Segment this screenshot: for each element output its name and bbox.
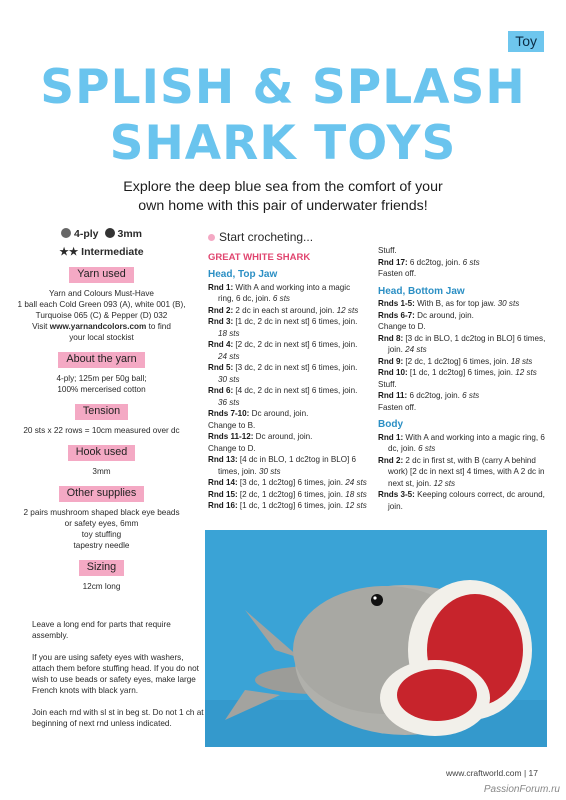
tension-text: 20 sts x 22 rows = 10cm measured over dc (23, 426, 180, 435)
round-text: 6 dc2tog, join. (407, 391, 463, 400)
shark-title: GREAT WHITE SHARK (208, 251, 311, 263)
round-text: [2 dc, 2 dc in next st] 6 times, join. (233, 340, 358, 349)
notes (32, 619, 204, 740)
other-supplies-text (14, 507, 189, 551)
pattern-round (378, 390, 550, 402)
round-text: [2 dc, 1 dc2tog] 6 times, join. (237, 489, 346, 499)
shark-toy-image (205, 530, 547, 747)
round-label: Rnd 8: (378, 333, 404, 343)
round-text: Fasten off. (378, 269, 417, 278)
round-label: Rnd 14: (208, 478, 238, 487)
stitch-count: 24 sts (405, 345, 427, 354)
round-text: 2 dc in each st around, join. (233, 305, 337, 315)
pattern-round (378, 298, 550, 310)
pattern-round (378, 432, 550, 455)
round-label: Rnds 1-5: (378, 299, 415, 308)
stitch-count: 18 sts (345, 489, 367, 499)
round-text: Keeping colours correct, dc around, join. (388, 490, 545, 511)
pattern-round (378, 333, 550, 356)
round-text: 2 dc in first st, with B (carry A behind work) [2 dc in next st] 4 times, with A 2 dc in next st, join. (388, 455, 545, 488)
difficulty-level: ★★ Intermediate (59, 246, 144, 258)
head-top-jaw-rounds (208, 282, 368, 512)
round-text: Dc around, join. (249, 409, 309, 418)
round-text: 6 dc2tog, join. (407, 257, 463, 267)
hook-icon (105, 228, 115, 238)
round-label: Rnd 11: (378, 391, 408, 400)
pattern-round (378, 310, 550, 322)
pattern-round (208, 339, 368, 362)
pattern-round (208, 316, 368, 339)
round-text: [3 dc, 2 dc in next st] 6 times, join. (233, 363, 358, 372)
start-heading (208, 232, 368, 244)
round-text: [2 dc, 1 dc2tog] 6 times, join. (403, 356, 511, 366)
tension-heading: Tension (75, 404, 128, 420)
pattern-round (378, 321, 550, 333)
start-text: Start crocheting... (219, 230, 314, 244)
pattern-round (378, 455, 550, 490)
text-line: toy stuffing (81, 530, 122, 539)
pattern-round (378, 245, 550, 257)
yarn-used-heading: Yarn used (69, 267, 133, 283)
body-heading: Body (378, 419, 403, 430)
round-text: Dc around, join. (414, 310, 474, 320)
note-paragraph: Leave a long end for parts that require assembly. (32, 620, 171, 640)
body-rounds (378, 432, 550, 513)
category-tag: Toy (508, 31, 544, 52)
round-label: Rnd 1: (208, 282, 234, 292)
round-text: [4 dc in BLO, 1 dc2tog in BLO] 6 times, join. (218, 455, 357, 476)
title-line-1: SPLISH & SPLASH (40, 60, 526, 115)
round-text: [1 dc, 1 dc2tog] 6 times, join. (237, 501, 346, 510)
round-text: Stuff. (378, 246, 397, 255)
round-text: Dc around, join. (253, 432, 313, 441)
yarn-weight-text: 4-ply (73, 228, 99, 240)
round-label: Rnds 6-7: (378, 310, 415, 320)
note-paragraph: If you are using safety eyes with washers, attach them before stuffing head. If you do not wish to use beads or safety eyes, make large French knots with black yarn. (32, 653, 199, 695)
round-label: Rnd 9: (378, 356, 404, 366)
round-label: Rnd 2: (208, 305, 234, 315)
round-label: Rnd 1: (378, 432, 404, 442)
intro-line-1: Explore the deep blue sea from the comfort of your (123, 179, 443, 195)
pattern-round (208, 454, 368, 477)
round-text: Fasten off. (378, 402, 417, 412)
text-line: Yarn and Colours Must-Have (49, 289, 154, 298)
round-text: With A and working into a magic ring, 6 dc, join. (218, 282, 351, 303)
about-yarn-text (14, 373, 189, 395)
round-label: Rnd 5: (208, 363, 234, 372)
sizing-heading: Sizing (79, 560, 124, 576)
round-text: Change to B. (208, 420, 256, 430)
round-label: Rnd 17: (378, 257, 408, 267)
sizing-text: 12cm long (82, 582, 121, 591)
pattern-round (208, 362, 368, 385)
stitch-count: 6 sts (462, 391, 480, 400)
pattern-round (208, 385, 368, 408)
round-label: Rnds 7-10: (208, 409, 250, 418)
round-text: With B, as for top jaw. (414, 299, 498, 308)
text-line: tapestry needle (73, 541, 130, 550)
round-text: [3 dc in BLO, 1 dc2tog in BLO] 6 times, join. (388, 333, 546, 354)
head-bottom-jaw-rounds (378, 298, 550, 413)
stitch-count: 12 sts (515, 368, 537, 377)
stitch-count: 24 sts (218, 351, 240, 361)
stitch-count: 30 sts (218, 374, 240, 384)
round-text: With A and working into a magic ring, 6 dc, join. (388, 432, 545, 453)
round-label: Rnd 2: (378, 455, 404, 465)
pattern-round (378, 489, 550, 512)
intro-line-2: own home with this pair of underwater friends! (138, 198, 428, 214)
top-jaw-finish (378, 245, 550, 280)
pattern-round (378, 356, 550, 368)
round-label: Rnd 6: (208, 386, 234, 395)
stitch-count: 18 sts (510, 356, 533, 366)
page-number: 17 (528, 768, 538, 778)
other-supplies-heading: Other supplies (59, 486, 145, 502)
round-label: Rnd 10: (378, 368, 408, 377)
stitch-count: 6 sts (418, 444, 436, 453)
yarn-weight-spec (61, 228, 99, 240)
round-text: Stuff. (378, 379, 397, 389)
info-column (14, 228, 189, 592)
visit-line (14, 321, 189, 332)
round-label: Rnds 11-12: (208, 432, 254, 441)
text-line: 2 pairs mushroom shaped black eye beads (23, 508, 180, 517)
text-line: or safety eyes, 6mm (64, 519, 139, 528)
text-line: Turquoise 065 (C) & Pepper (D) 032 (35, 311, 168, 320)
hook-spec (105, 228, 143, 240)
bullet-icon (208, 234, 215, 241)
title-line-2: SHARK TOYS (109, 116, 457, 171)
note-paragraph: Join each rnd with sl st in beg st. Do not 1 ch at beginning of next rnd unless indicated. (32, 708, 204, 728)
footer-url[interactable]: www.craftworld.com (446, 768, 522, 778)
yarn-website-link[interactable]: www.yarnandcolors.com (49, 322, 147, 331)
round-label: Rnd 3: (208, 317, 234, 326)
stitch-count: 36 sts (218, 397, 240, 407)
round-label: Rnds 3-5: (378, 490, 415, 499)
head-top-jaw-heading: Head, Top Jaw (208, 269, 278, 280)
visit-post: to find (146, 322, 171, 331)
pattern-round (378, 257, 550, 269)
round-text: [1 dc, 2 dc in next st] 6 times, join. (233, 317, 358, 326)
pattern-round (378, 367, 550, 379)
stitch-count: 12 sts (345, 501, 367, 510)
about-yarn-heading: About the yarn (58, 352, 144, 368)
round-text: [4 dc, 2 dc in next st] 6 times, join. (233, 386, 358, 395)
hook-used-text: 3mm (92, 467, 111, 476)
stitch-count: 30 sts (497, 299, 520, 308)
round-text: [1 dc, 1 dc2tog] 6 times, join. (407, 368, 516, 377)
intro (0, 178, 566, 216)
round-label: Rnd 13: (208, 455, 238, 464)
text-line: your local stockist (69, 333, 134, 342)
text-line: 100% mercerised cotton (57, 385, 146, 394)
stitch-count: 12 sts (433, 478, 456, 488)
specs-row (14, 228, 189, 240)
pattern-column-3 (378, 245, 550, 512)
round-label: Rnd 15: (208, 489, 238, 499)
round-label: Rnd 16: (208, 501, 238, 510)
pattern-round (378, 379, 550, 391)
yarn-used-text (14, 288, 189, 343)
pattern-round (378, 402, 550, 414)
head-bottom-jaw-heading: Head, Bottom Jaw (378, 285, 465, 297)
pattern-round (208, 408, 368, 420)
stitch-count: 24 sts (345, 478, 367, 487)
pattern-round (208, 489, 368, 501)
round-text: Change to D. (378, 322, 426, 331)
pattern-round (208, 420, 368, 432)
stitch-count: 6 sts (462, 257, 480, 267)
yarn-ball-icon (61, 228, 71, 238)
hook-text: 3mm (117, 228, 143, 240)
pattern-round (208, 500, 368, 512)
watermark: PassionForum.ru (483, 784, 560, 795)
hook-used-heading: Hook used (68, 445, 136, 461)
pattern-round (378, 268, 550, 280)
shark-photo (205, 530, 547, 747)
round-text: Change to D. (208, 443, 256, 453)
round-label: Rnd 4: (208, 340, 234, 349)
pattern-column-2 (208, 232, 368, 512)
round-text: [3 dc, 1 dc2tog] 6 times, join. (237, 478, 346, 487)
pattern-round (208, 443, 368, 455)
page-footer: www.craftworld.com | 17 (446, 768, 538, 778)
stitch-count: 6 sts (272, 294, 290, 303)
stitch-count: 30 sts (258, 466, 281, 476)
pattern-round (208, 305, 368, 317)
pattern-round (208, 477, 368, 489)
visit-pre: Visit (32, 322, 50, 331)
text-line: 1 ball each Cold Green 093 (A), white 001 (B), (17, 300, 186, 309)
pattern-round (208, 282, 368, 305)
pattern-round (208, 431, 368, 443)
text-line: 4-ply; 125m per 50g ball; (56, 374, 147, 383)
stitch-count: 12 sts (336, 305, 359, 315)
stitch-count: 18 sts (218, 328, 240, 338)
